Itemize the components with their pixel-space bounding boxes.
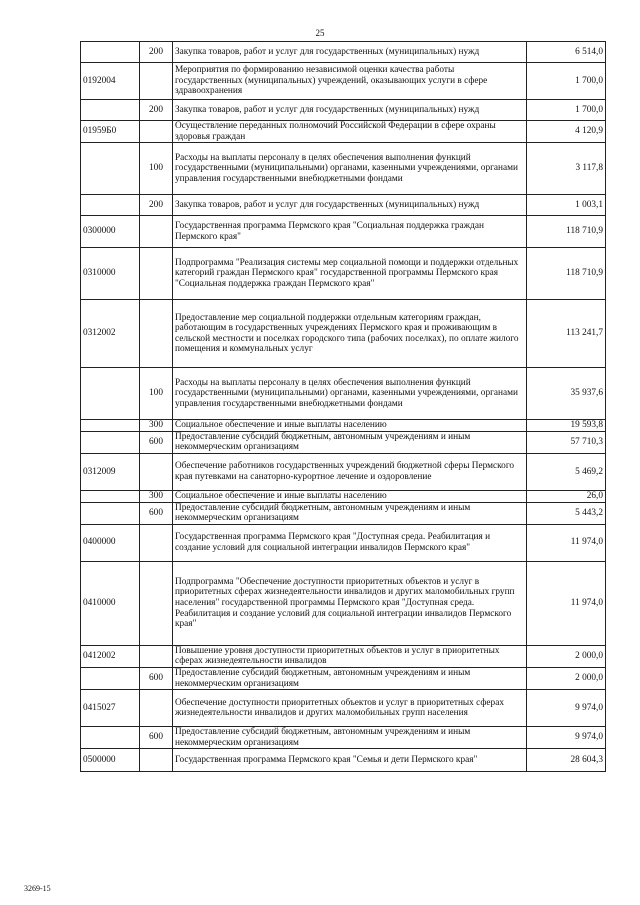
row-code xyxy=(81,667,140,689)
row-expense-kind: 100 xyxy=(140,143,173,195)
row-name: Закупка товаров, работ и услуг для государственных (муниципальных) нужд xyxy=(173,100,527,121)
row-expense-kind xyxy=(140,561,173,645)
row-name: Государственная программа Пермского края "Социальная поддержка граждан Пермского края" xyxy=(173,216,527,248)
table-row xyxy=(81,300,606,368)
row-amount: 1 700,0 xyxy=(527,100,606,121)
row-name: Обеспечение доступности приоритетных объектов и услуг в приоритетных сферах жизнедеятельности инвалидов и других маломобильных групп населения xyxy=(173,690,527,727)
row-name: Государственная программа Пермского края "Семья и дети Пермского края" xyxy=(173,749,527,772)
row-expense-kind xyxy=(140,248,173,300)
table-row xyxy=(81,749,606,772)
table-row xyxy=(81,216,606,248)
table-row xyxy=(81,420,606,432)
row-expense-kind: 200 xyxy=(140,42,173,63)
table-row xyxy=(81,727,606,749)
row-name: Предоставление субсидий бюджетным, автономным учреждениям и иным некоммерческим организациям xyxy=(173,502,527,524)
row-name: Обеспечение работников государственных учреждений бюджетной сферы Пермского края путевками на санаторно-курортное лечение и оздоровление xyxy=(173,453,527,490)
row-name: Закупка товаров, работ и услуг для государственных (муниципальных) нужд xyxy=(173,195,527,216)
row-amount: 118 710,9 xyxy=(527,216,606,248)
row-name: Социальное обеспечение и иные выплаты населению xyxy=(173,420,527,432)
table-row xyxy=(81,100,606,121)
row-amount: 35 937,6 xyxy=(527,368,606,420)
row-code xyxy=(81,431,140,453)
row-expense-kind xyxy=(140,300,173,368)
row-code xyxy=(81,420,140,432)
row-code: 0400000 xyxy=(81,524,140,561)
row-code xyxy=(81,502,140,524)
row-name: Подпрограмма "Реализация системы мер социальной помощи и поддержки отдельных категорий граждан Пермского края" государственной программы Пермского края "Социальная поддержка граждан Пермского края" xyxy=(173,248,527,300)
row-code xyxy=(81,195,140,216)
row-code: 0312009 xyxy=(81,453,140,490)
row-code: 0312002 xyxy=(81,300,140,368)
document-code: 3269-15 xyxy=(24,884,51,893)
row-name: Подпрограмма "Обеспечение доступности приоритетных объектов и услуг в приоритетных сферах жизнедеятельности инвалидов и других маломобильных групп населения" государственной программы Пермского края "Доступная среда. Реабилитация и создание условий для социальной интеграции инвалидов Пермского края" xyxy=(173,561,527,645)
row-name: Расходы на выплаты персоналу в целях обеспечения выполнения функций государственными (муниципальными) органами, казенными учреждениями, органами управления государственными внебюджетными фондами xyxy=(173,368,527,420)
row-amount: 2 000,0 xyxy=(527,667,606,689)
row-amount: 3 117,8 xyxy=(527,143,606,195)
table-row xyxy=(81,143,606,195)
row-expense-kind xyxy=(140,690,173,727)
table-row xyxy=(81,195,606,216)
row-code: 0500000 xyxy=(81,749,140,772)
row-expense-kind: 300 xyxy=(140,420,173,432)
table-row xyxy=(81,502,606,524)
row-amount: 28 604,3 xyxy=(527,749,606,772)
row-code: 0410000 xyxy=(81,561,140,645)
row-name: Предоставление субсидий бюджетным, автономным учреждениям и иным некоммерческим организациям xyxy=(173,727,527,749)
table-row xyxy=(81,121,606,143)
table-row xyxy=(81,690,606,727)
row-code xyxy=(81,100,140,121)
table-row xyxy=(81,490,606,502)
row-code: 01959Б0 xyxy=(81,121,140,143)
row-name: Социальное обеспечение и иные выплаты населению xyxy=(173,490,527,502)
row-expense-kind xyxy=(140,645,173,667)
row-expense-kind: 600 xyxy=(140,502,173,524)
row-expense-kind xyxy=(140,216,173,248)
row-expense-kind xyxy=(140,749,173,772)
row-name: Осуществление переданных полномочий Российской Федерации в сфере охраны здоровья граждан xyxy=(173,121,527,143)
row-expense-kind: 200 xyxy=(140,195,173,216)
row-name: Предоставление субсидий бюджетным, автономным учреждениям и иным некоммерческим организациям xyxy=(173,667,527,689)
budget-table xyxy=(80,41,606,772)
table-row xyxy=(81,524,606,561)
row-amount: 2 000,0 xyxy=(527,645,606,667)
row-amount: 1 003,1 xyxy=(527,195,606,216)
row-amount: 11 974,0 xyxy=(527,561,606,645)
row-code: 0415027 xyxy=(81,690,140,727)
row-code: 0300000 xyxy=(81,216,140,248)
row-name: Мероприятия по формированию независимой оценки качества работы государственных (муниципальных) учреждений, оказывающих услуги в сфере здравоохранения xyxy=(173,63,527,100)
row-expense-kind: 600 xyxy=(140,667,173,689)
table-row xyxy=(81,431,606,453)
row-code: 0310000 xyxy=(81,248,140,300)
table-row xyxy=(81,63,606,100)
row-amount: 4 120,9 xyxy=(527,121,606,143)
row-expense-kind: 100 xyxy=(140,368,173,420)
table-row xyxy=(81,42,606,63)
row-name: Расходы на выплаты персоналу в целях обеспечения выполнения функций государственными (муниципальными) органами, казенными учреждениями, органами управления государственными внебюджетными фондами xyxy=(173,143,527,195)
row-name: Предоставление субсидий бюджетным, автономным учреждениям и иным некоммерческим организациям xyxy=(173,431,527,453)
row-amount: 11 974,0 xyxy=(527,524,606,561)
row-name: Предоставление мер социальной поддержки отдельным категориям граждан, работающим в государственных учреждениях Пермского края и проживающим в сельской местности и поселках городского типа (рабочих поселках), по оплате жилого помещения и коммунальных услуг xyxy=(173,300,527,368)
row-name: Закупка товаров, работ и услуг для государственных (муниципальных) нужд xyxy=(173,42,527,63)
row-code xyxy=(81,143,140,195)
row-code: 0192004 xyxy=(81,63,140,100)
row-amount: 113 241,7 xyxy=(527,300,606,368)
row-expense-kind xyxy=(140,63,173,100)
row-expense-kind: 600 xyxy=(140,431,173,453)
row-amount: 19 593,8 xyxy=(527,420,606,432)
row-amount: 26,0 xyxy=(527,490,606,502)
table-row xyxy=(81,248,606,300)
table-row xyxy=(81,667,606,689)
table-row xyxy=(81,561,606,645)
row-amount: 1 700,0 xyxy=(527,63,606,100)
row-code xyxy=(81,490,140,502)
row-expense-kind xyxy=(140,524,173,561)
table-row xyxy=(81,368,606,420)
row-amount: 9 974,0 xyxy=(527,690,606,727)
row-expense-kind: 300 xyxy=(140,490,173,502)
row-amount: 9 974,0 xyxy=(527,727,606,749)
row-amount: 57 710,3 xyxy=(527,431,606,453)
row-name: Государственная программа Пермского края "Доступная среда. Реабилитация и создание условий для социальной интеграции инвалидов Пермского края" xyxy=(173,524,527,561)
row-expense-kind xyxy=(140,453,173,490)
page-number: 25 xyxy=(315,28,325,38)
row-code xyxy=(81,42,140,63)
table-row xyxy=(81,453,606,490)
row-amount: 5 469,2 xyxy=(527,453,606,490)
row-amount: 5 443,2 xyxy=(527,502,606,524)
table-row xyxy=(81,645,606,667)
row-code xyxy=(81,727,140,749)
row-code: 0412002 xyxy=(81,645,140,667)
row-name: Повышение уровня доступности приоритетных объектов и услуг в приоритетных сферах жизнедеятельности инвалидов xyxy=(173,645,527,667)
row-code xyxy=(81,368,140,420)
row-amount: 6 514,0 xyxy=(527,42,606,63)
row-expense-kind: 600 xyxy=(140,727,173,749)
row-expense-kind: 200 xyxy=(140,100,173,121)
row-expense-kind xyxy=(140,121,173,143)
row-amount: 118 710,9 xyxy=(527,248,606,300)
